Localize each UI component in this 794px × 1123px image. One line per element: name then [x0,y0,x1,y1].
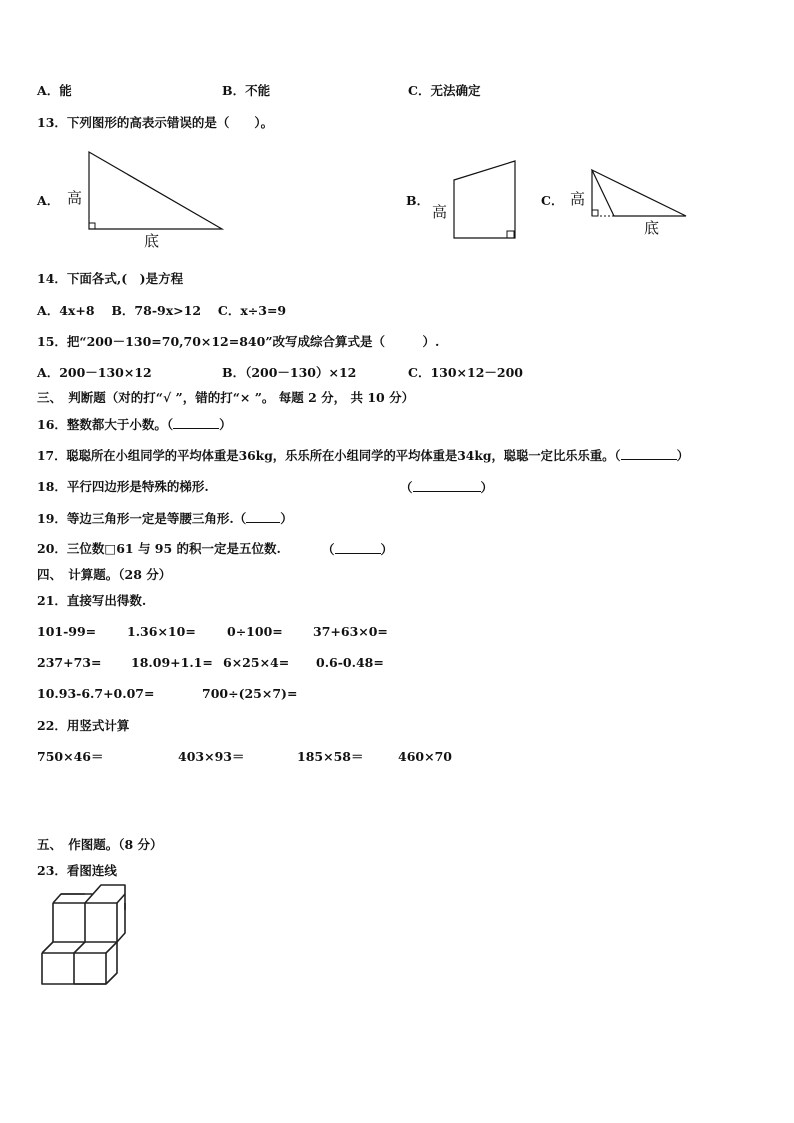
q18-answer-blank[interactable] [413,479,481,492]
q17-close: ） [676,448,689,463]
q21-item: 0.6-0.48= [316,655,384,670]
q19-answer-blank[interactable] [246,510,280,523]
q18-close: ） [480,480,494,495]
q22-item: 460×70 [398,749,452,764]
q21-stem: 21．直接写出得数. [37,593,147,608]
q15-option-b: B．（200－130）×12 [222,365,357,380]
q20-answer-blank[interactable] [335,541,381,554]
q12-option-b: B．不能 [222,83,271,98]
q21-item: 37+63×0= [313,624,388,639]
q16 [37,416,232,433]
q19 [37,510,293,527]
q18-bracket [400,479,493,496]
q20-text: 20．三位数□61 与 95 的积一定是五位数. [37,541,281,556]
q19-close: ） [280,511,293,526]
q17-text: 17．聪聪所在小组同学的平均体重是36kg，乐乐所在小组同学的平均体重是34kg，聪聪一定比乐乐重。（ [37,448,621,463]
q13-label-b: B． [406,193,430,208]
q14-stem: 14．下面各式,( )是方程 [37,271,184,286]
q18-text: 18．平行四边形是特殊的梯形. [37,479,209,494]
q21-item: 6×25×4= [223,655,290,670]
q22-item: 750×46＝ [37,749,104,764]
q16-close: ） [219,417,232,432]
q15-option-a: A．200－130×12 [37,365,152,380]
q13-a-base-label: 底 [144,232,160,250]
section-3-title: 三、 判断题（对的打“√ ”，错的打“× ”。 每题 2 分， 共 10 分） [37,390,415,405]
q21-item: 0÷100= [227,624,283,639]
q21-item: 10.93-6.7+0.07= [37,686,155,701]
q18-open: （ [400,480,413,495]
q14-options: A．4x+8 B．78-9x>12 C．x÷3=9 [37,303,287,318]
q17 [37,447,689,464]
q19-text: 19．等边三角形一定是等腰三角形.（ [37,511,247,526]
q16-answer-blank[interactable] [173,416,219,429]
q20-bracket [322,541,393,558]
q22-item: 185×58＝ [297,749,364,764]
q21-item: 18.09+1.1= [131,655,213,670]
section-4-title: 四、 计算题。（28 分） [37,567,172,582]
q13-b-height-label: 高 [432,203,448,221]
q21-item: 1.36×10= [127,624,196,639]
q20-open: （ [322,542,335,557]
q20-close: ） [380,542,394,557]
q21-item: 700÷(25×7)= [202,686,298,701]
q13-label-a: A． [37,193,60,208]
q13-stem: 13．下列图形的高表示错误的是（ ）。 [37,115,274,130]
q12-option-a: A．能 [37,83,72,98]
q16-text: 16．整数都大于小数。（ [37,417,174,432]
q22-stem: 22．用竖式计算 [37,718,130,733]
q13-c-height-label: 高 [570,190,586,208]
q22-item: 403×93＝ [178,749,245,764]
q21-item: 237+73= [37,655,102,670]
q12-option-c: C．无法确定 [408,83,481,98]
q23-stem: 23．看图连线 [37,863,117,878]
q13-a-height-label: 高 [67,189,83,207]
q21-item: 101-99= [37,624,97,639]
q17-answer-blank[interactable] [621,447,677,460]
q13-c-base-label: 底 [644,219,660,237]
section-5-title: 五、 作图题。（8 分） [37,837,163,852]
q15-option-c: C．130×12－200 [408,365,524,380]
q13-label-c: C． [541,193,564,208]
q15-stem: 15．把“200－130=70,70×12=840”改写成综合算式是（ ）. [37,334,440,349]
